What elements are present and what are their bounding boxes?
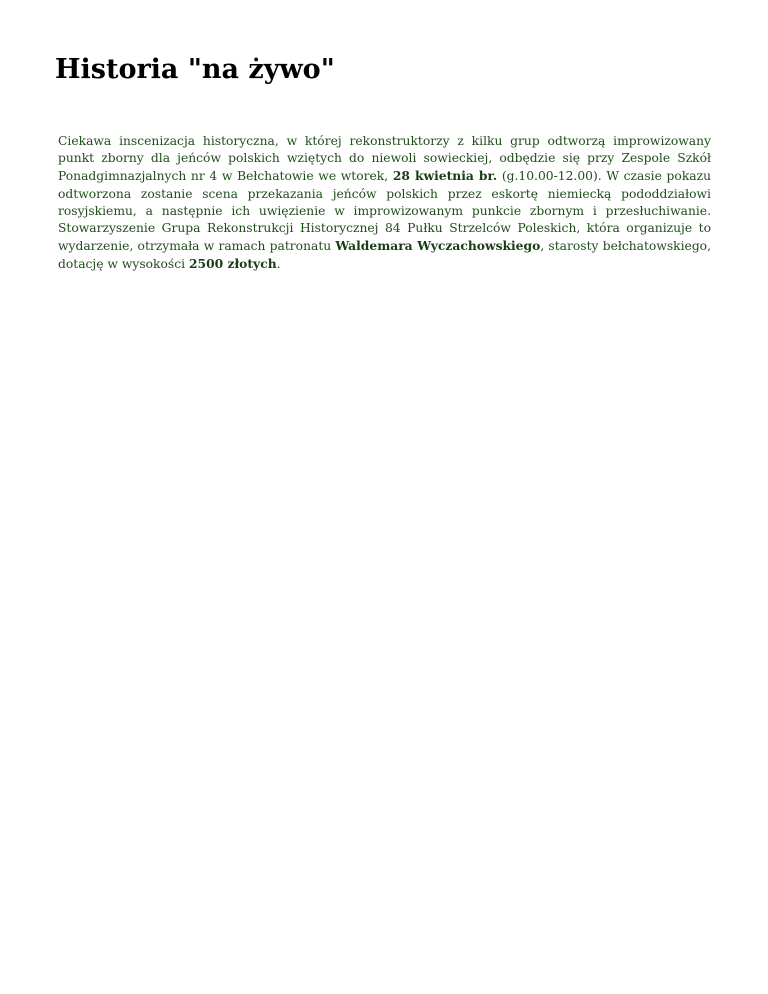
grant-amount: 2500 złotych (188, 256, 277, 272)
article-title: Historia "na żywo" (55, 54, 335, 85)
body-text-part-1: Ciekawa inscenizacja historyczna, w której rekonstruktorzy z kilku grup odtworzą improwizowany punkt zborny dla jeńców polskich wziętych do niewoli sowieckiej, odbędzie się przy Zespole Szkół Ponadgimnazjalnych nr 4 w Bełchatowie we wtorek, (58, 134, 711, 184)
event-date: 28 kwietnia br. (392, 168, 498, 184)
article-body (58, 133, 711, 274)
body-text-part-4: . (276, 257, 281, 272)
body-text-part-3: , starosty bełchatowskiego, dotację w wysokości (58, 239, 711, 272)
body-text-part-2: (g.10.00-12.00). W czasie pokazu odtworzona zostanie scena przekazania jeńców polskich przez eskortę niemiecką pododdziałowi rosyjskiemu, a następnie ich uwięzienie w improwizowanym punkcie zbornym i przesłuchiwanie. Stowarzyszenie Grupa Rekonstrukcji Historycznej 84 Pułku Strzelców Poleskich, która organizuje to wydarzenie, otrzymała w ramach patronatu (58, 169, 712, 254)
patron-name: Waldemara Wyczachowskiego (335, 238, 541, 254)
